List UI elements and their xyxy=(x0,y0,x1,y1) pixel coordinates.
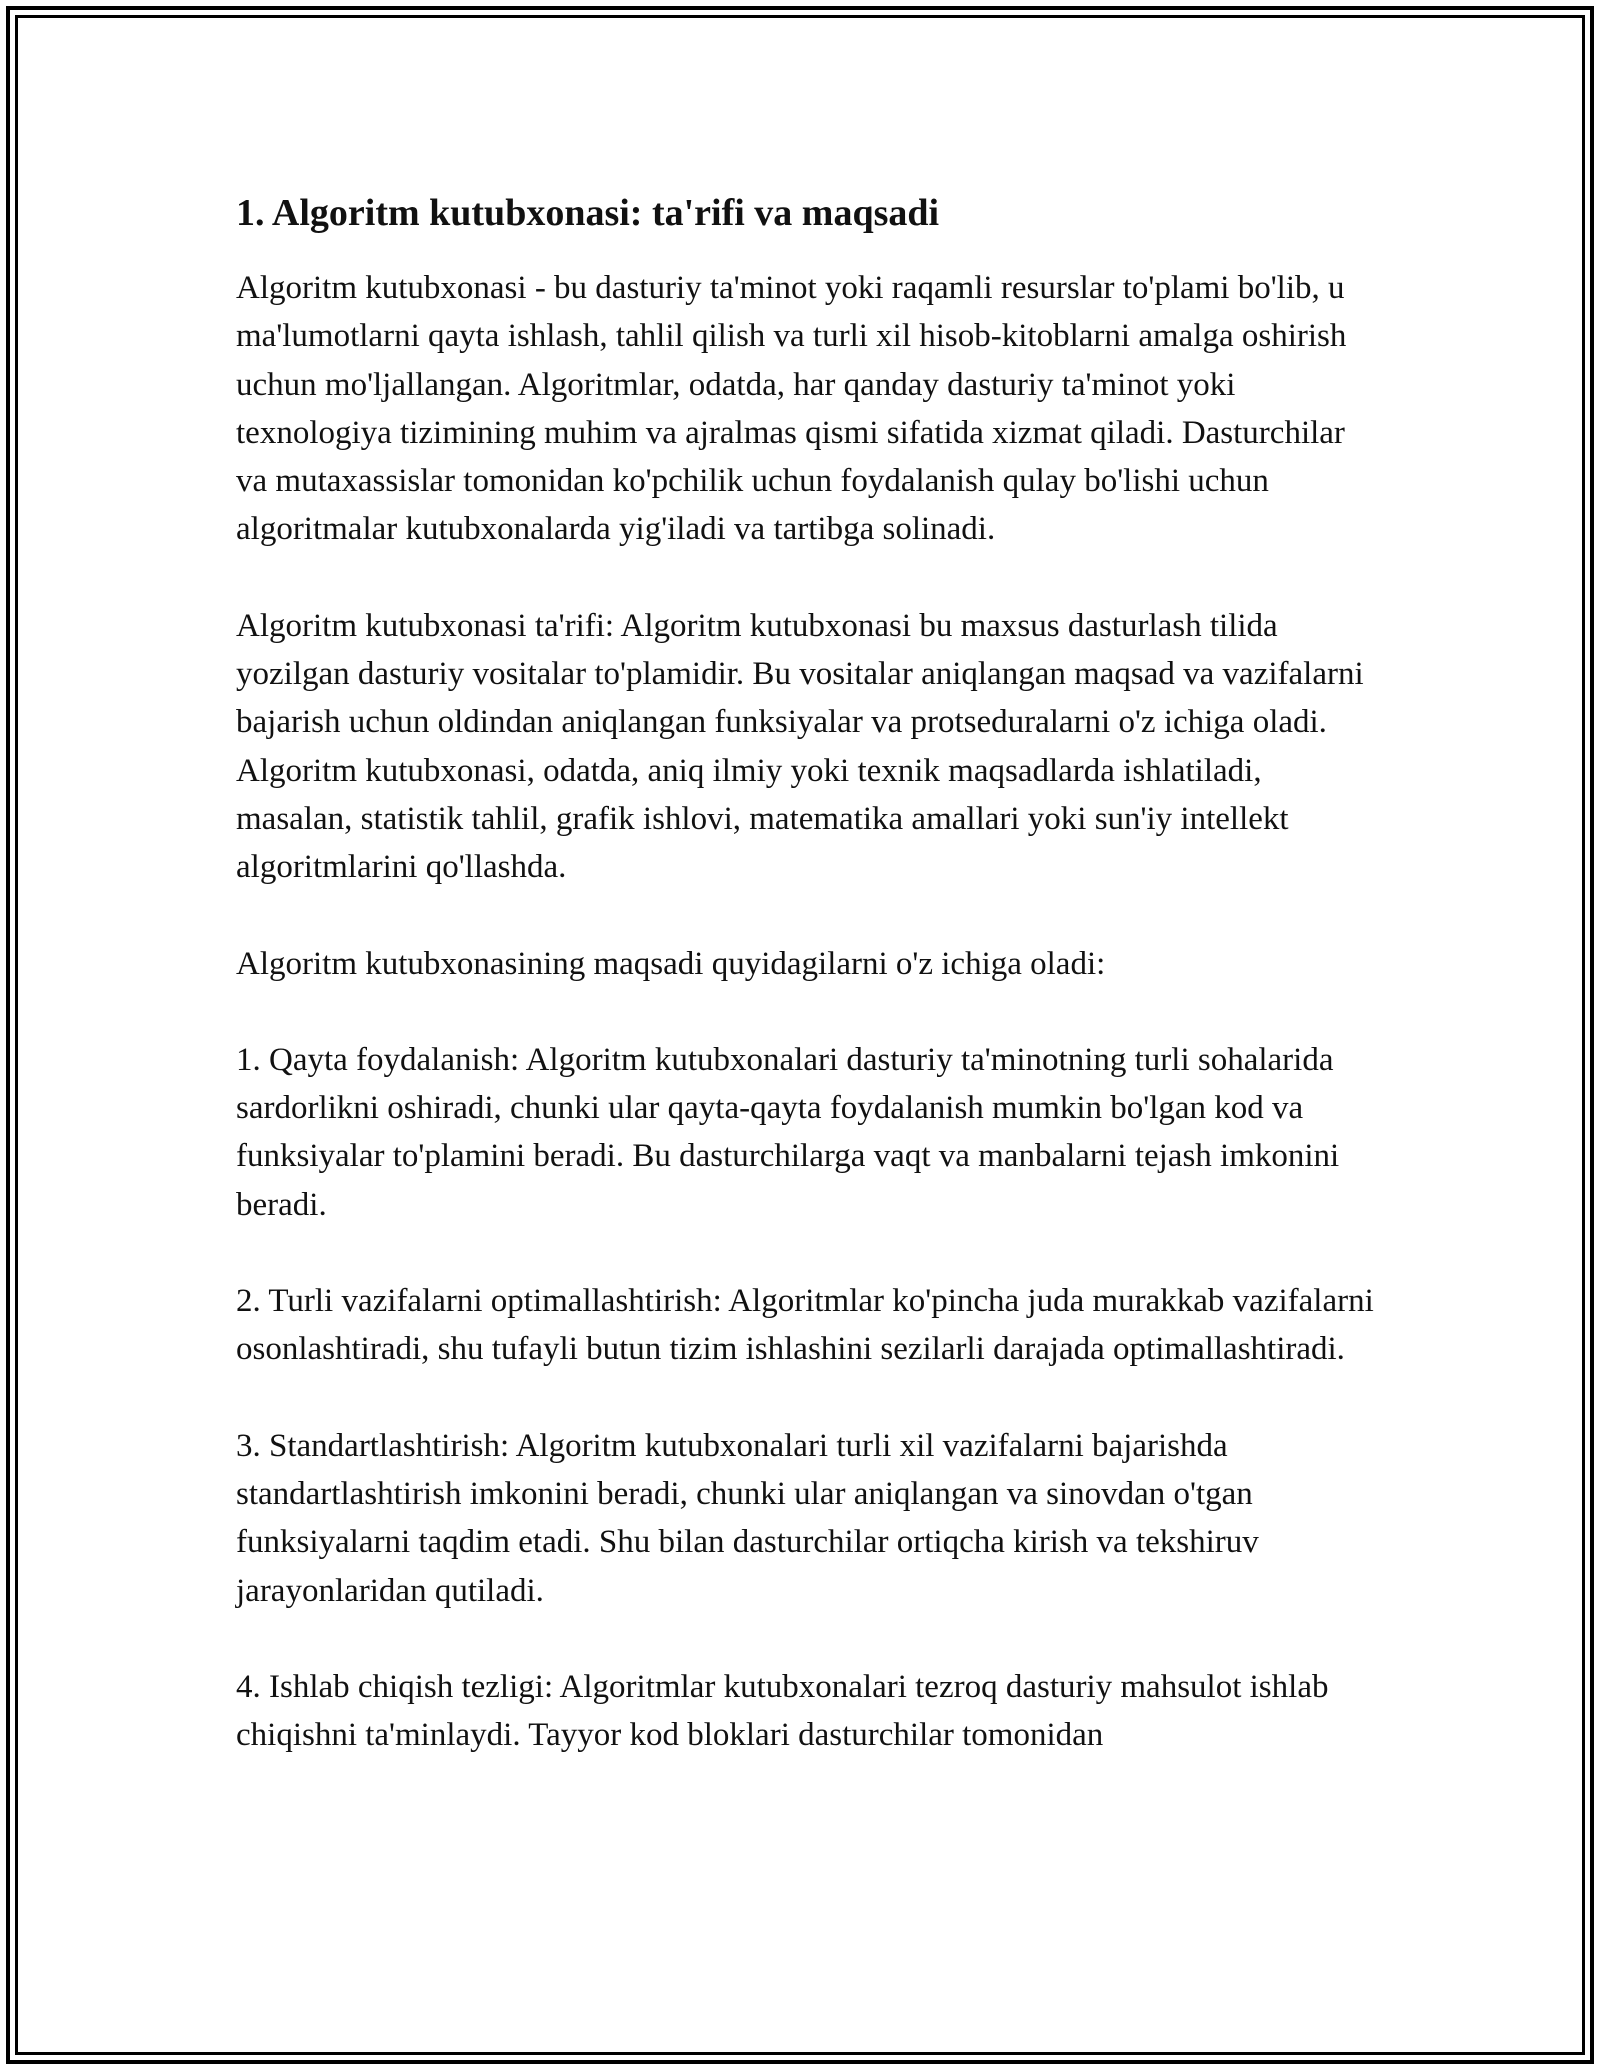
list-item-optimization: 2. Turli vazifalarni optimallashtirish: Algoritmlar ko'pincha juda murakkab vazifalarni osonlashtiradi, shu tufayli butun tizim ishlashini sezilarli darajada optimallashtiradi. xyxy=(236,1283,1374,1368)
section-heading: 1. Algoritm kutubxonasi: ta'rifi va maqsadi xyxy=(236,192,940,234)
list-item-reuse: 1. Qayta foydalanish: Algoritm kutubxonalari dasturiy ta'minotning turli sohalarida sardorlikni oshiradi, chunki ular qayta-qayta foydalanish mumkin bo'lgan kod va funksiyalar to'plamini beradi. Bu dasturchilarga vaqt va manbalarni tejash imkonini beradi. xyxy=(236,1041,1340,1223)
list-item-standardization: 3. Standartlashtirish: Algoritm kutubxonalari turli xil vazifalarni bajarishda standartlashtirish imkonini beradi, chunki ular aniqlangan va sinovdan o'tgan funksiyalarni taqdim etadi. Shu bilan dasturchilar ortiqcha kirish va tekshiruv jarayonlaridan qutiladi. xyxy=(236,1427,1259,1609)
list-item-development-speed: 4. Ishlab chiqish tezligi: Algoritmlar kutubxonalari tezroq dasturiy mahsulot ishlab chiqishni ta'minlaydi. Tayyor kod bloklari dasturchilar tomonidan xyxy=(236,1668,1329,1754)
paragraph-intro: Algoritm kutubxonasi - bu dasturiy ta'minot yoki raqamli resurslar to'plami bo'lib, u ma'lumotlarni qayta ishlash, tahlil qilish va turli xil hisob-kitoblarni amalga oshirish uchun mo'ljallangan. Algoritmlar, odatda, har qanday dasturiy ta'minot yoki texnologiya tizimining muhim va ajralmas qismi sifatida xizmat qiladi. Dasturchilar va mutaxassislar tomonidan ko'pchilik uchun foydalanish qulay bo'lishi uchun algoritmalar kutubxonalarda yig'iladi va tartibga solinadi. xyxy=(236,270,1347,548)
paragraph-definition: Algoritm kutubxonasi ta'rifi: Algoritm kutubxonasi bu maxsus dasturlash tilida yozilgan dasturiy vositalar to'plamidir. Bu vositalar aniqlangan maqsad va vazifalarni bajarish uchun oldindan aniqlangan funksiyalar va protseduralarni o'z ichiga oladi. Algoritm kutubxonasi, odatda, aniq ilmiy yoki texnik maqsadlarda ishlatiladi, masalan, statistik tahlil, grafik ishlovi, matematika amallari yoki sun'iy intellekt algoritmlarini qo'llashda. xyxy=(236,607,1364,886)
document-body xyxy=(236,264,1376,1759)
paragraph-purpose-lead: Algoritm kutubxonasining maqsadi quyidagilarni o'z ichiga oladi: xyxy=(236,945,1106,982)
document-content xyxy=(236,184,1376,1759)
